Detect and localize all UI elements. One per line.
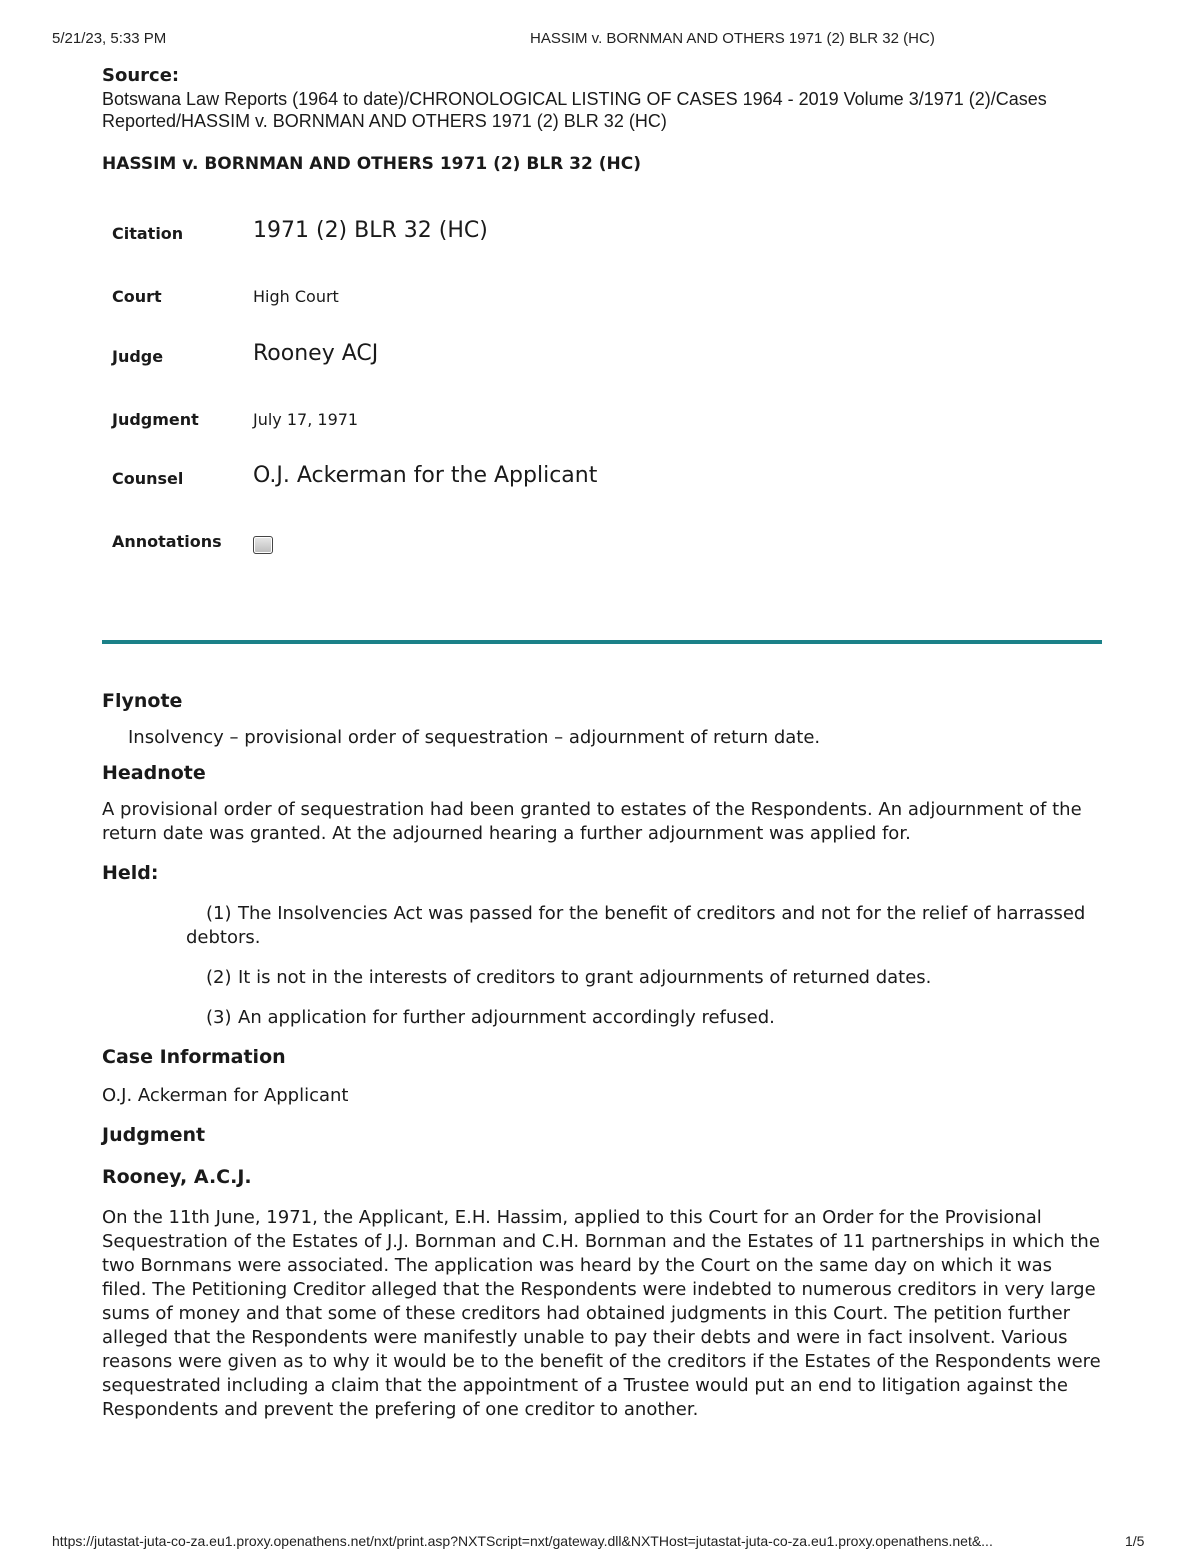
held-heading: Held: xyxy=(102,862,159,884)
court-value: High Court xyxy=(253,287,339,306)
source-label: Source: xyxy=(102,65,180,86)
citation-value: 1971 (2) BLR 32 (HC) xyxy=(253,218,488,243)
judgment-text: On the 11th June, 1971, the Applicant, E.H. Hassim, applied to this Court for an Order for the Provisional Sequestration of the Estates of J.J. Bornman and C.H. Bornman and the Estates of 11 partnerships in which the two Bornmans were associated. The application was heard by the Court on the same day on which it was filed. The Petitioning Creditor alleged that the Respondents were indebted to numerous creditors in very large sums of money and that some of these creditors had obtained judgments in this Court. The petition further alleged that the Respondents were manifestly unable to pay their debts and were in fact insolvent. Various reasons were given as to why it would be to the benefit of the creditors if the Estates of the Respondents were sequestrated including a claim that the appointment of a Trustee would put an end to litigation against the Respondents and prevent the prefering of one creditor to another. xyxy=(102,1207,1101,1420)
flynote-text: Insolvency – provisional order of sequestration – adjournment of return date. xyxy=(128,727,821,748)
headnote-heading: Headnote xyxy=(102,762,206,784)
meta-row-annotations xyxy=(112,532,1092,572)
meta-row-judge xyxy=(112,341,1092,387)
print-url: https://jutastat-juta-co-za.eu1.proxy.openathens.net/nxt/print.asp?NXTScript=nxt/gateway.dll&NXTHost=jutastat-juta-co-za.eu1.proxy.openathens.net&... xyxy=(52,1533,993,1549)
meta-row-court xyxy=(112,287,1092,327)
judge-label: Judge xyxy=(112,347,164,366)
judgment-judge-name: Rooney, A.C.J. xyxy=(102,1166,252,1188)
counsel-label: Counsel xyxy=(112,469,184,488)
meta-row-counsel xyxy=(112,463,1092,509)
case-information-text: O.J. Ackerman for Applicant xyxy=(102,1085,349,1106)
headnote-text: A provisional order of sequestration had been granted to estates of the Respondents. An adjournment of the return date was granted. At the adjourned hearing a further adjournment was applied for. xyxy=(102,799,1082,844)
case-title: HASSIM v. BORNMAN AND OTHERS 1971 (2) BLR 32 (HC) xyxy=(102,154,641,174)
judgment-label: Judgment xyxy=(112,410,199,429)
case-body xyxy=(102,688,1102,1422)
document-content xyxy=(102,64,1102,1420)
source-path: Botswana Law Reports (1964 to date)/CHRONOLOGICAL LISTING OF CASES 1964 - 2019 Volume 3/1971 (2)/Cases Reported/HASSIM v. BORNMAN AND OTHERS 1971 (2) BLR 32 (HC) xyxy=(102,89,1047,131)
print-datetime: 5/21/23, 5:33 PM xyxy=(52,30,167,47)
held-item-number: (1) xyxy=(206,903,232,924)
counsel-value: O.J. Ackerman for the Applicant xyxy=(253,463,598,488)
print-header xyxy=(52,30,1148,50)
held-item-number: (3) xyxy=(206,1007,232,1028)
held-item-text: It is not in the interests of creditors to grant adjournments of returned dates. xyxy=(238,967,932,988)
section-divider xyxy=(102,640,1102,644)
meta-row-judgment-date xyxy=(112,410,1092,450)
held-item xyxy=(102,1006,1102,1030)
citation-label: Citation xyxy=(112,224,184,243)
held-item-text: The Insolvencies Act was passed for the benefit of creditors and not for the relief of harrassed debtors. xyxy=(186,903,1086,948)
court-label: Court xyxy=(112,287,162,306)
held-item xyxy=(102,902,1102,950)
held-item xyxy=(102,966,1102,990)
annotations-checkbox-icon[interactable] xyxy=(253,536,273,554)
print-footer xyxy=(52,1533,1148,1551)
page-number: 1/5 xyxy=(1125,1533,1145,1549)
print-page-title: HASSIM v. BORNMAN AND OTHERS 1971 (2) BLR 32 (HC) xyxy=(530,30,935,47)
meta-row-citation xyxy=(112,218,1092,264)
annotations-value xyxy=(253,536,273,558)
flynote-heading: Flynote xyxy=(102,690,183,712)
annotations-label: Annotations xyxy=(112,532,222,551)
case-information-heading: Case Information xyxy=(102,1046,286,1068)
judge-value: Rooney ACJ xyxy=(253,341,379,366)
judgment-date-value: July 17, 1971 xyxy=(253,410,359,429)
held-item-text: An application for further adjournment accordingly refused. xyxy=(238,1007,775,1028)
held-item-number: (2) xyxy=(206,967,232,988)
judgment-heading: Judgment xyxy=(102,1124,206,1146)
